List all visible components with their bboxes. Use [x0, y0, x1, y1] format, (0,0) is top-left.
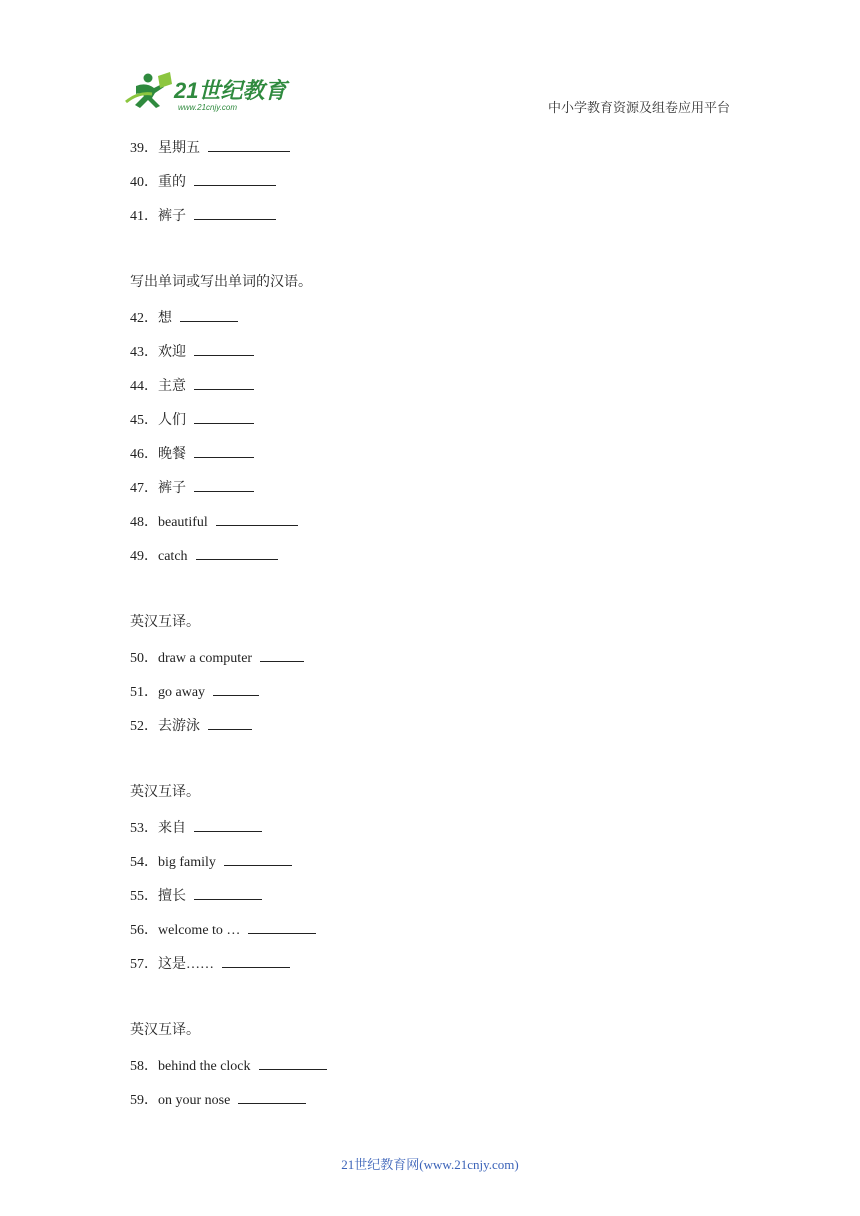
question-number: 52．: [130, 719, 158, 734]
question-number: 50．: [130, 651, 158, 666]
section-instruction: 写出单词或写出单词的汉语。: [130, 275, 312, 290]
question-text: 裤子: [158, 481, 186, 496]
question-49: [130, 545, 730, 579]
question-number: 57．: [130, 957, 158, 972]
question-text: 人们: [158, 413, 186, 428]
question-text: 重的: [158, 175, 186, 190]
question-42: [130, 307, 730, 341]
answer-blank[interactable]: [224, 851, 292, 866]
question-48: [130, 511, 730, 545]
page-header: [0, 0, 860, 130]
answer-blank[interactable]: [208, 715, 252, 730]
question-number: 48．: [130, 515, 158, 530]
question-text: 星期五: [158, 141, 200, 156]
question-text: 擅长: [158, 889, 186, 904]
question-51: [130, 681, 730, 715]
answer-blank[interactable]: [222, 953, 290, 968]
question-number: 42．: [130, 311, 158, 326]
question-number: 58．: [130, 1059, 158, 1074]
question-43: [130, 341, 730, 375]
answer-blank[interactable]: [208, 137, 290, 152]
worksheet-content: [130, 137, 730, 1123]
question-number: 59．: [130, 1093, 158, 1108]
question-text: catch: [158, 549, 188, 564]
logo-url: www.21cnjy.com: [178, 103, 237, 112]
logo-text: 21世纪教育: [174, 78, 287, 103]
question-text: 欢迎: [158, 345, 186, 360]
question-52: [130, 715, 730, 749]
question-text: on your nose: [158, 1093, 231, 1108]
question-40: [130, 171, 730, 205]
question-number: 53．: [130, 821, 158, 836]
question-text: 这是……: [158, 957, 214, 972]
question-54: [130, 851, 730, 885]
answer-blank[interactable]: [213, 681, 259, 696]
page-footer[interactable]: 21世纪教育网(www.21cnjy.com): [341, 1157, 519, 1172]
question-number: 45．: [130, 413, 158, 428]
section-instruction: 英汉互译。: [130, 615, 200, 630]
answer-blank[interactable]: [194, 817, 262, 832]
answer-blank[interactable]: [260, 647, 304, 662]
question-text: 晚餐: [158, 447, 186, 462]
question-number: 56．: [130, 923, 158, 938]
question-50: [130, 647, 730, 681]
question-number: 39．: [130, 141, 158, 156]
answer-blank[interactable]: [238, 1089, 306, 1104]
question-57: [130, 953, 730, 987]
question-53: [130, 817, 730, 851]
question-56: [130, 919, 730, 953]
answer-blank[interactable]: [216, 511, 298, 526]
question-text: big family: [158, 855, 216, 870]
question-55: [130, 885, 730, 919]
question-text: 去游泳: [158, 719, 200, 734]
question-39: [130, 137, 730, 171]
answer-blank[interactable]: [259, 1055, 327, 1070]
question-text: draw a computer: [158, 651, 253, 666]
question-number: 51．: [130, 685, 158, 700]
question-number: 41．: [130, 209, 158, 224]
section-instruction: 英汉互译。: [130, 1023, 200, 1038]
answer-blank[interactable]: [194, 885, 262, 900]
question-number: 44．: [130, 379, 158, 394]
question-45: [130, 409, 730, 443]
question-44: [130, 375, 730, 409]
answer-blank[interactable]: [194, 171, 276, 186]
answer-blank[interactable]: [180, 307, 238, 322]
question-number: 54．: [130, 855, 158, 870]
answer-blank[interactable]: [194, 341, 254, 356]
logo-21cnjy: [122, 68, 292, 114]
question-number: 49．: [130, 549, 158, 564]
header-platform-text: 中小学教育资源及组卷应用平台: [547, 100, 730, 115]
question-text: beautiful: [158, 515, 208, 530]
question-46: [130, 443, 730, 477]
question-47: [130, 477, 730, 511]
section-instruction: 英汉互译。: [130, 785, 200, 800]
answer-blank[interactable]: [194, 375, 254, 390]
answer-blank[interactable]: [194, 477, 254, 492]
answer-blank[interactable]: [194, 205, 276, 220]
answer-blank[interactable]: [194, 443, 254, 458]
question-text: 主意: [158, 379, 186, 394]
question-58: [130, 1055, 730, 1089]
question-text: 想: [158, 311, 172, 326]
answer-blank[interactable]: [194, 409, 254, 424]
question-59: [130, 1089, 730, 1123]
answer-blank[interactable]: [248, 919, 316, 934]
question-text: go away: [158, 685, 206, 700]
question-text: 来自: [158, 821, 186, 836]
question-number: 47．: [130, 481, 158, 496]
question-number: 55．: [130, 889, 158, 904]
answer-blank[interactable]: [196, 545, 278, 560]
question-text: welcome to …: [158, 923, 241, 938]
question-number: 43．: [130, 345, 158, 360]
question-number: 46．: [130, 447, 158, 462]
question-text: 裤子: [158, 209, 186, 224]
question-number: 40．: [130, 175, 158, 190]
question-41: [130, 205, 730, 239]
question-text: behind the clock: [158, 1059, 251, 1074]
